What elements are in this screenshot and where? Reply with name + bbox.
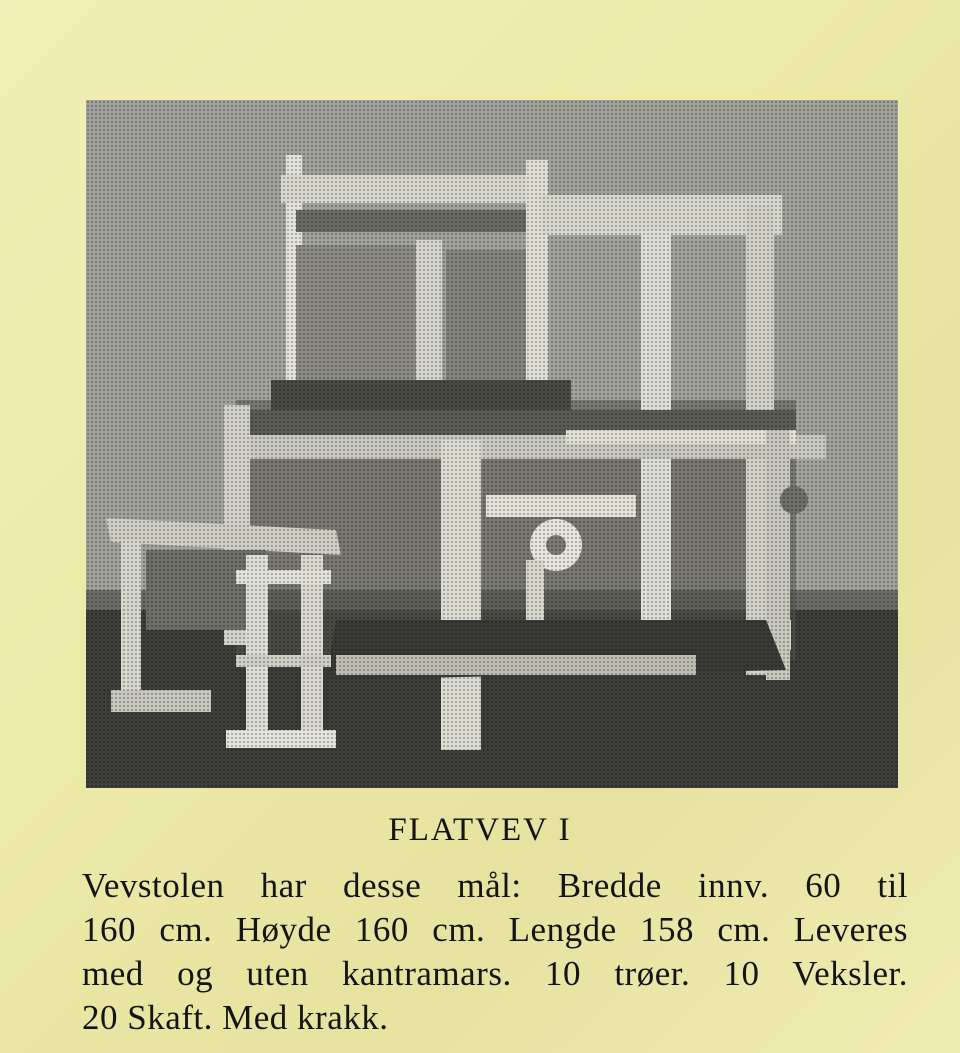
loom-photo — [86, 100, 898, 788]
loom-illustration — [86, 100, 898, 788]
description-line: 20 Skaft. Med krakk. — [82, 998, 389, 1037]
product-description — [82, 864, 908, 1040]
description-line: med og uten kantramars. 10 trøer. 10 Veksler. — [82, 954, 908, 993]
description-line: Vevstolen har desse mål: Bredde innv. 60 til — [82, 866, 908, 905]
description-line: 160 cm. Høyde 160 cm. Lengde 158 cm. Leveres — [82, 910, 908, 949]
product-title: FLATVEV I — [388, 812, 572, 848]
